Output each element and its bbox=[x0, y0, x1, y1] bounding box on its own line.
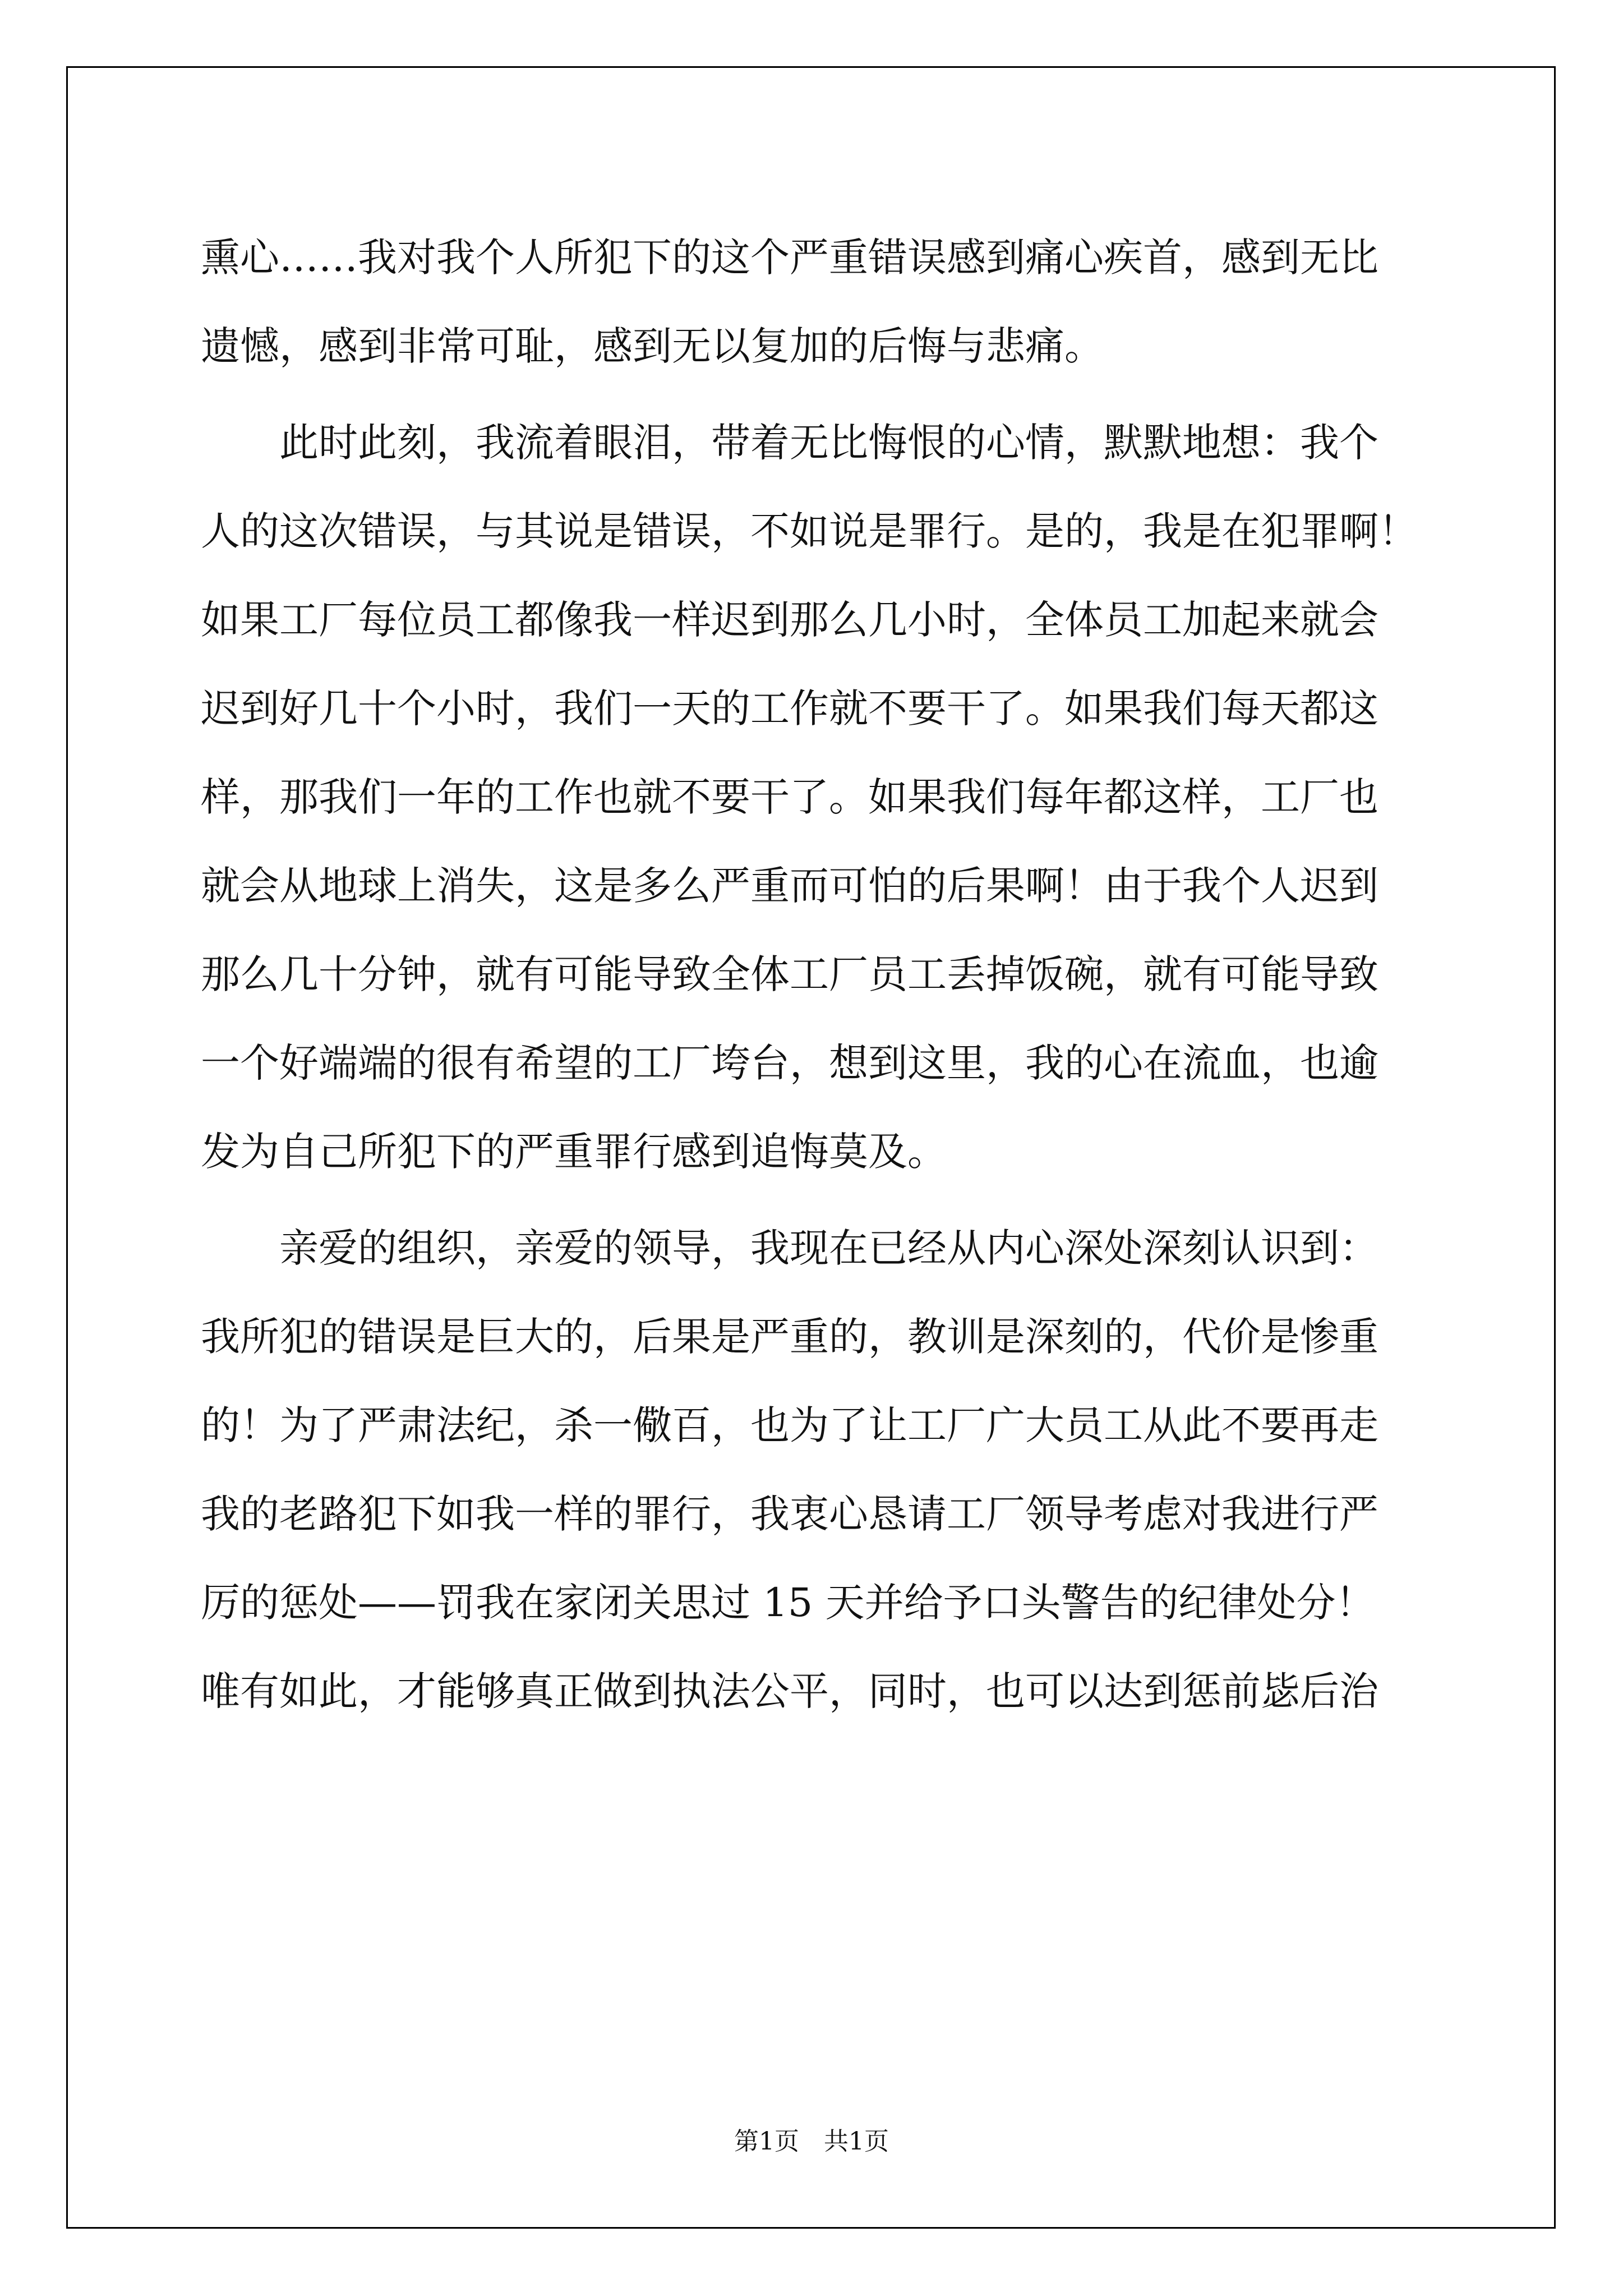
text-line: 我所犯的错误是巨大的，后果是严重的，教训是深刻的，代价是惨重 bbox=[201, 1314, 1378, 1360]
text-line: 就会从地球上消失，这是多么严重而可怕的后果啊！由于我个人迟到 bbox=[201, 863, 1378, 909]
text-line: 样，那我们一年的工作也就不要干了。如果我们每年都这样，工厂也 bbox=[201, 774, 1378, 820]
paragraph-2 bbox=[201, 398, 1429, 1196]
text-line: 遗憾，感到非常可耻，感到无以复加的后悔与悲痛。 bbox=[201, 323, 1104, 369]
text-line: 人的这次错误，与其说是错误，不如说是罪行。是的，我是在犯罪啊！ bbox=[201, 508, 1418, 554]
paragraph-spacer bbox=[201, 390, 1429, 398]
text-line: 迟到好几十个小时，我们一天的工作就不要干了。如果我们每天都这 bbox=[201, 685, 1378, 731]
text-line: 一个好端端的很有希望的工厂垮台，想到这里，我的心在流血，也逾 bbox=[201, 1040, 1378, 1086]
text-line: 熏心……我对我个人所犯下的这个严重错误感到痛心疾首，感到无比 bbox=[201, 234, 1378, 280]
text-line: 如果工厂每位员工都像我一样迟到那么几小时，全体员工加起来就会 bbox=[201, 597, 1378, 643]
text-line: 唯有如此，才能够真正做到执法公平，同时，也可以达到惩前毖后治 bbox=[201, 1668, 1378, 1714]
paragraph-spacer bbox=[201, 1196, 1429, 1204]
text-line: 那么几十分钟，就有可能导致全体工厂员工丢掉饭碗，就有可能导致 bbox=[201, 951, 1378, 997]
text-line: 亲爱的组织，亲爱的领导，我现在已经从内心深处深刻认识到： bbox=[201, 1225, 1378, 1271]
page-number-label: 第1页 共1页 bbox=[734, 2127, 889, 2156]
paragraph-1 bbox=[201, 213, 1429, 390]
document-body bbox=[201, 213, 1429, 1736]
text-line: 发为自己所犯下的严重罪行感到追悔莫及。 bbox=[201, 1129, 947, 1175]
paragraph-3 bbox=[201, 1204, 1429, 1736]
page-footer bbox=[0, 2125, 1623, 2159]
text-line: 的！为了严肃法纪，杀一儆百，也为了让工厂广大员工从此不要再走 bbox=[201, 1402, 1378, 1448]
text-line: 厉的惩处——罚我在家闭关思过 15 天并给予口头警告的纪律处分！ bbox=[201, 1580, 1375, 1626]
text-line: 我的老路犯下如我一样的罪行，我衷心恳请工厂领导考虑对我进行严 bbox=[201, 1491, 1378, 1537]
text-line: 此时此刻，我流着眼泪，带着无比悔恨的心情，默默地想：我个 bbox=[201, 420, 1378, 466]
